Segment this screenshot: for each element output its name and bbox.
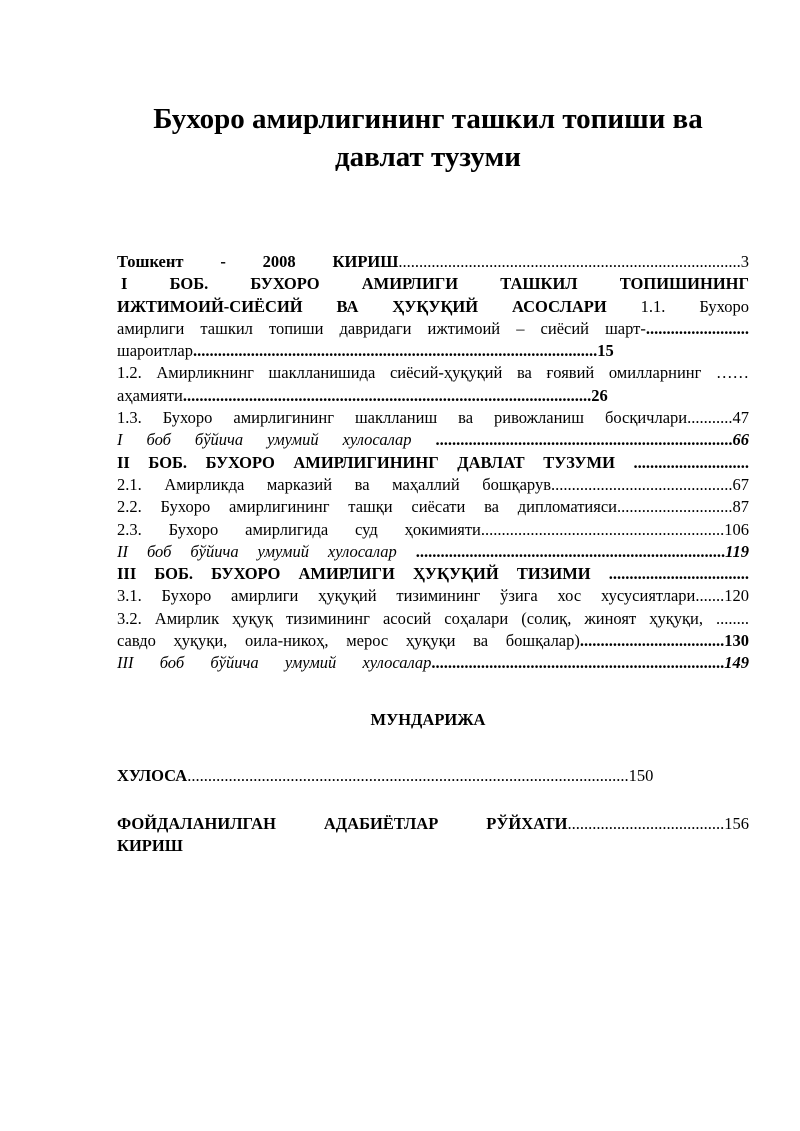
toc-section-3-2: 3.2. Амирлик ҳуқуқ тизимининг асосий соҳалари (солиқ, жиноят ҳуқуқи, ........ [117, 608, 749, 628]
toc-chapter-3-title: ІІІ БОБ. БУХОРО АМИРЛИГИ ҲУҚУҚИЙ ТИЗИМИ .................................. [117, 564, 749, 584]
page-number: 15 [597, 341, 614, 361]
intro-heading: КИРИШ [117, 836, 183, 855]
toc-references: ФОЙДАЛАНИЛГАН АДАБИЁТЛАР РЎЙХАТИ......................................156 КИРИШ [117, 814, 749, 855]
toc-conclusion: ХУЛОСА...........................................................................................................150 [117, 766, 654, 785]
toc-chapter-3-summary: III боб бўйича умумий хулосалар.......................................................................149 [117, 653, 749, 673]
page-number: 26 [591, 385, 608, 405]
page-number: 67 [732, 474, 749, 494]
toc-chapter-1-title: І БОБ. БУХОРО АМИРЛИГИ ТАШКИЛ ТОПИШИНИНГ [121, 274, 749, 294]
page-number: 149 [724, 653, 749, 673]
document-title [80, 100, 776, 176]
toc-section-2-1: 2.1. Амирликда марказий ва маҳаллий бошқарув............................................67 [117, 474, 749, 494]
toc-chapter-1-title-cont: ИЖТИМОИЙ-СИЁСИЙ ВА ҲУҚУҚИЙ АСОСЛАРИ 1.1. Бухоро [117, 296, 750, 316]
page-number: 66 [732, 430, 749, 450]
toc-section-1-1: амирлиги ташкил топиши давридаги ижтимоий – сиёсий шарт-......................... [117, 318, 749, 338]
table-of-contents [117, 251, 749, 675]
toc-chapter-2-summary: II боб бўйича умумий хулосалар ...........................................................................119 [117, 541, 749, 561]
title-line-1: Бухоро амирлигининг ташкил топиши ва [153, 103, 703, 135]
page-number: 120 [724, 586, 749, 606]
toc-section-3-1: 3.1. Бухоро амирлиги ҳуқуқий тизимининг ўзига хос хусусиятлари.......120 [117, 586, 749, 606]
page-number: 106 [724, 519, 749, 539]
page-number: 150 [628, 766, 654, 785]
page-number: 130 [724, 631, 749, 651]
toc-section-2-2: 2.2. Бухоро амирлигининг ташқи сиёсати ва дипломатияси............................87 [117, 497, 749, 517]
toc-chapter-1-summary: I боб бўйича умумий хулосалар ........................................................................66 [117, 430, 749, 450]
page-number: 3 [740, 252, 749, 271]
page-number: 156 [724, 814, 749, 833]
toc-row-intro: Тошкент - 2008 КИРИШ...................................................................................3 [117, 252, 749, 271]
page-number: 47 [732, 408, 749, 428]
page-number: 87 [732, 497, 749, 517]
toc-section-3-2-cont: савдо ҳуқуқи, оила-никоҳ, мерос ҳуқуқи ва бошқалар)...................................130 [117, 631, 749, 651]
toc-section-1-3: 1.3. Бухоро амирлигининг шаклланиш ва ривожланиш босқичлари...........47 [117, 408, 749, 428]
title-line-2: давлат тузуми [335, 141, 521, 173]
toc-chapter-2-title: ІІ БОБ. БУХОРО АМИРЛИГИНИНГ ДАВЛАТ ТУЗУМИ ............................ [117, 452, 749, 472]
toc-section-2-3: 2.3. Бухоро амирлигида суд ҳокимияти...........................................................106 [117, 519, 749, 539]
toc-section-1-2: 1.2. Амирликнинг шаклланишида сиёсий-ҳуқуқий ва ғоявий омилларнинг …… [117, 363, 749, 383]
contents-heading: МУНДАРИЖА [370, 710, 486, 729]
toc-section-1-2-cont: аҳамияти...................................................................................................26 [117, 385, 608, 405]
toc-section-1-1-cont: шароитлар..................................................................................................15 [117, 341, 614, 361]
page-number: 119 [725, 541, 749, 561]
